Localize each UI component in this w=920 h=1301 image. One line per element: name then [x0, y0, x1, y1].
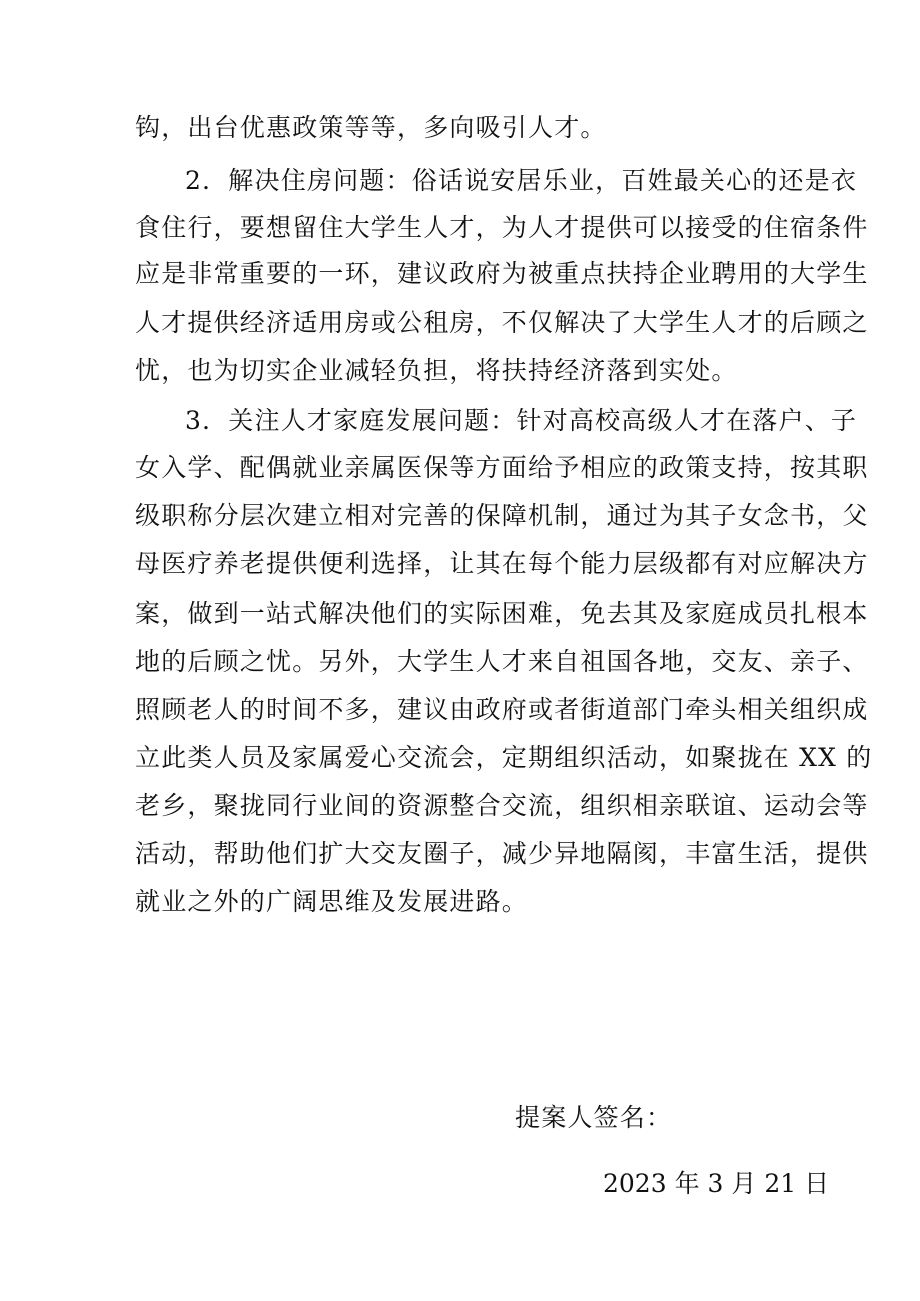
paragraph-line: 女入学、配偶就业亲属医保等方面给予相应的政策支持，按其职	[135, 453, 869, 482]
paragraph-line: 忧，也为切实企业减轻负担，将扶持经济落到实处。	[135, 356, 738, 385]
paragraph-line: 活动，帮助他们扩大交友圈子，减少异地隔阂，丰富生活，提供	[135, 839, 869, 868]
paragraph-line: 立此类人员及家属爱心交流会，定期组织活动，如聚拢在 XX 的	[135, 743, 873, 772]
paragraph-line: 2．解决住房问题：俗话说安居乐业，百姓最关心的还是衣	[185, 166, 858, 195]
paragraph-line: 老乡，聚拢同行业间的资源整合交流，组织相亲联谊、运动会等	[135, 791, 869, 820]
paragraph-line: 就业之外的广阔思维及发展进路。	[135, 887, 529, 916]
paragraph-line: 3．关注人才家庭发展问题：针对高校高级人才在落户、子	[185, 406, 858, 435]
paragraph-line: 应是非常重要的一环，建议政府为被重点扶持企业聘用的大学生	[135, 259, 869, 288]
paragraph-line: 级职称分层次建立相对完善的保障机制，通过为其子女念书，父	[135, 501, 869, 530]
paragraph-line: 案，做到一站式解决他们的实际困难，免去其及家庭成员扎根本	[135, 599, 869, 628]
paragraph-line: 地的后顾之忧。另外，大学生人才来自祖国各地，交友、亲子、	[135, 647, 869, 676]
date-line: 2023 年 3 月 21 日	[603, 1169, 830, 1198]
paragraph-line: 人才提供经济适用房或公租房，不仅解决了大学生人才的后顾之	[135, 308, 869, 337]
signature-label: 提案人签名：	[515, 1103, 673, 1132]
paragraph-line: 母医疗养老提供便利选择，让其在每个能力层级都有对应解决方	[135, 549, 869, 578]
paragraph-line: 照顾老人的时间不多，建议由政府或者街道部门牵头相关组织成	[135, 695, 869, 724]
paragraph-line: 钩，出台优惠政策等等，多向吸引人才。	[135, 113, 607, 142]
paragraph-line: 食住行，要想留住大学生人才，为人才提供可以接受的住宿条件	[135, 213, 869, 242]
